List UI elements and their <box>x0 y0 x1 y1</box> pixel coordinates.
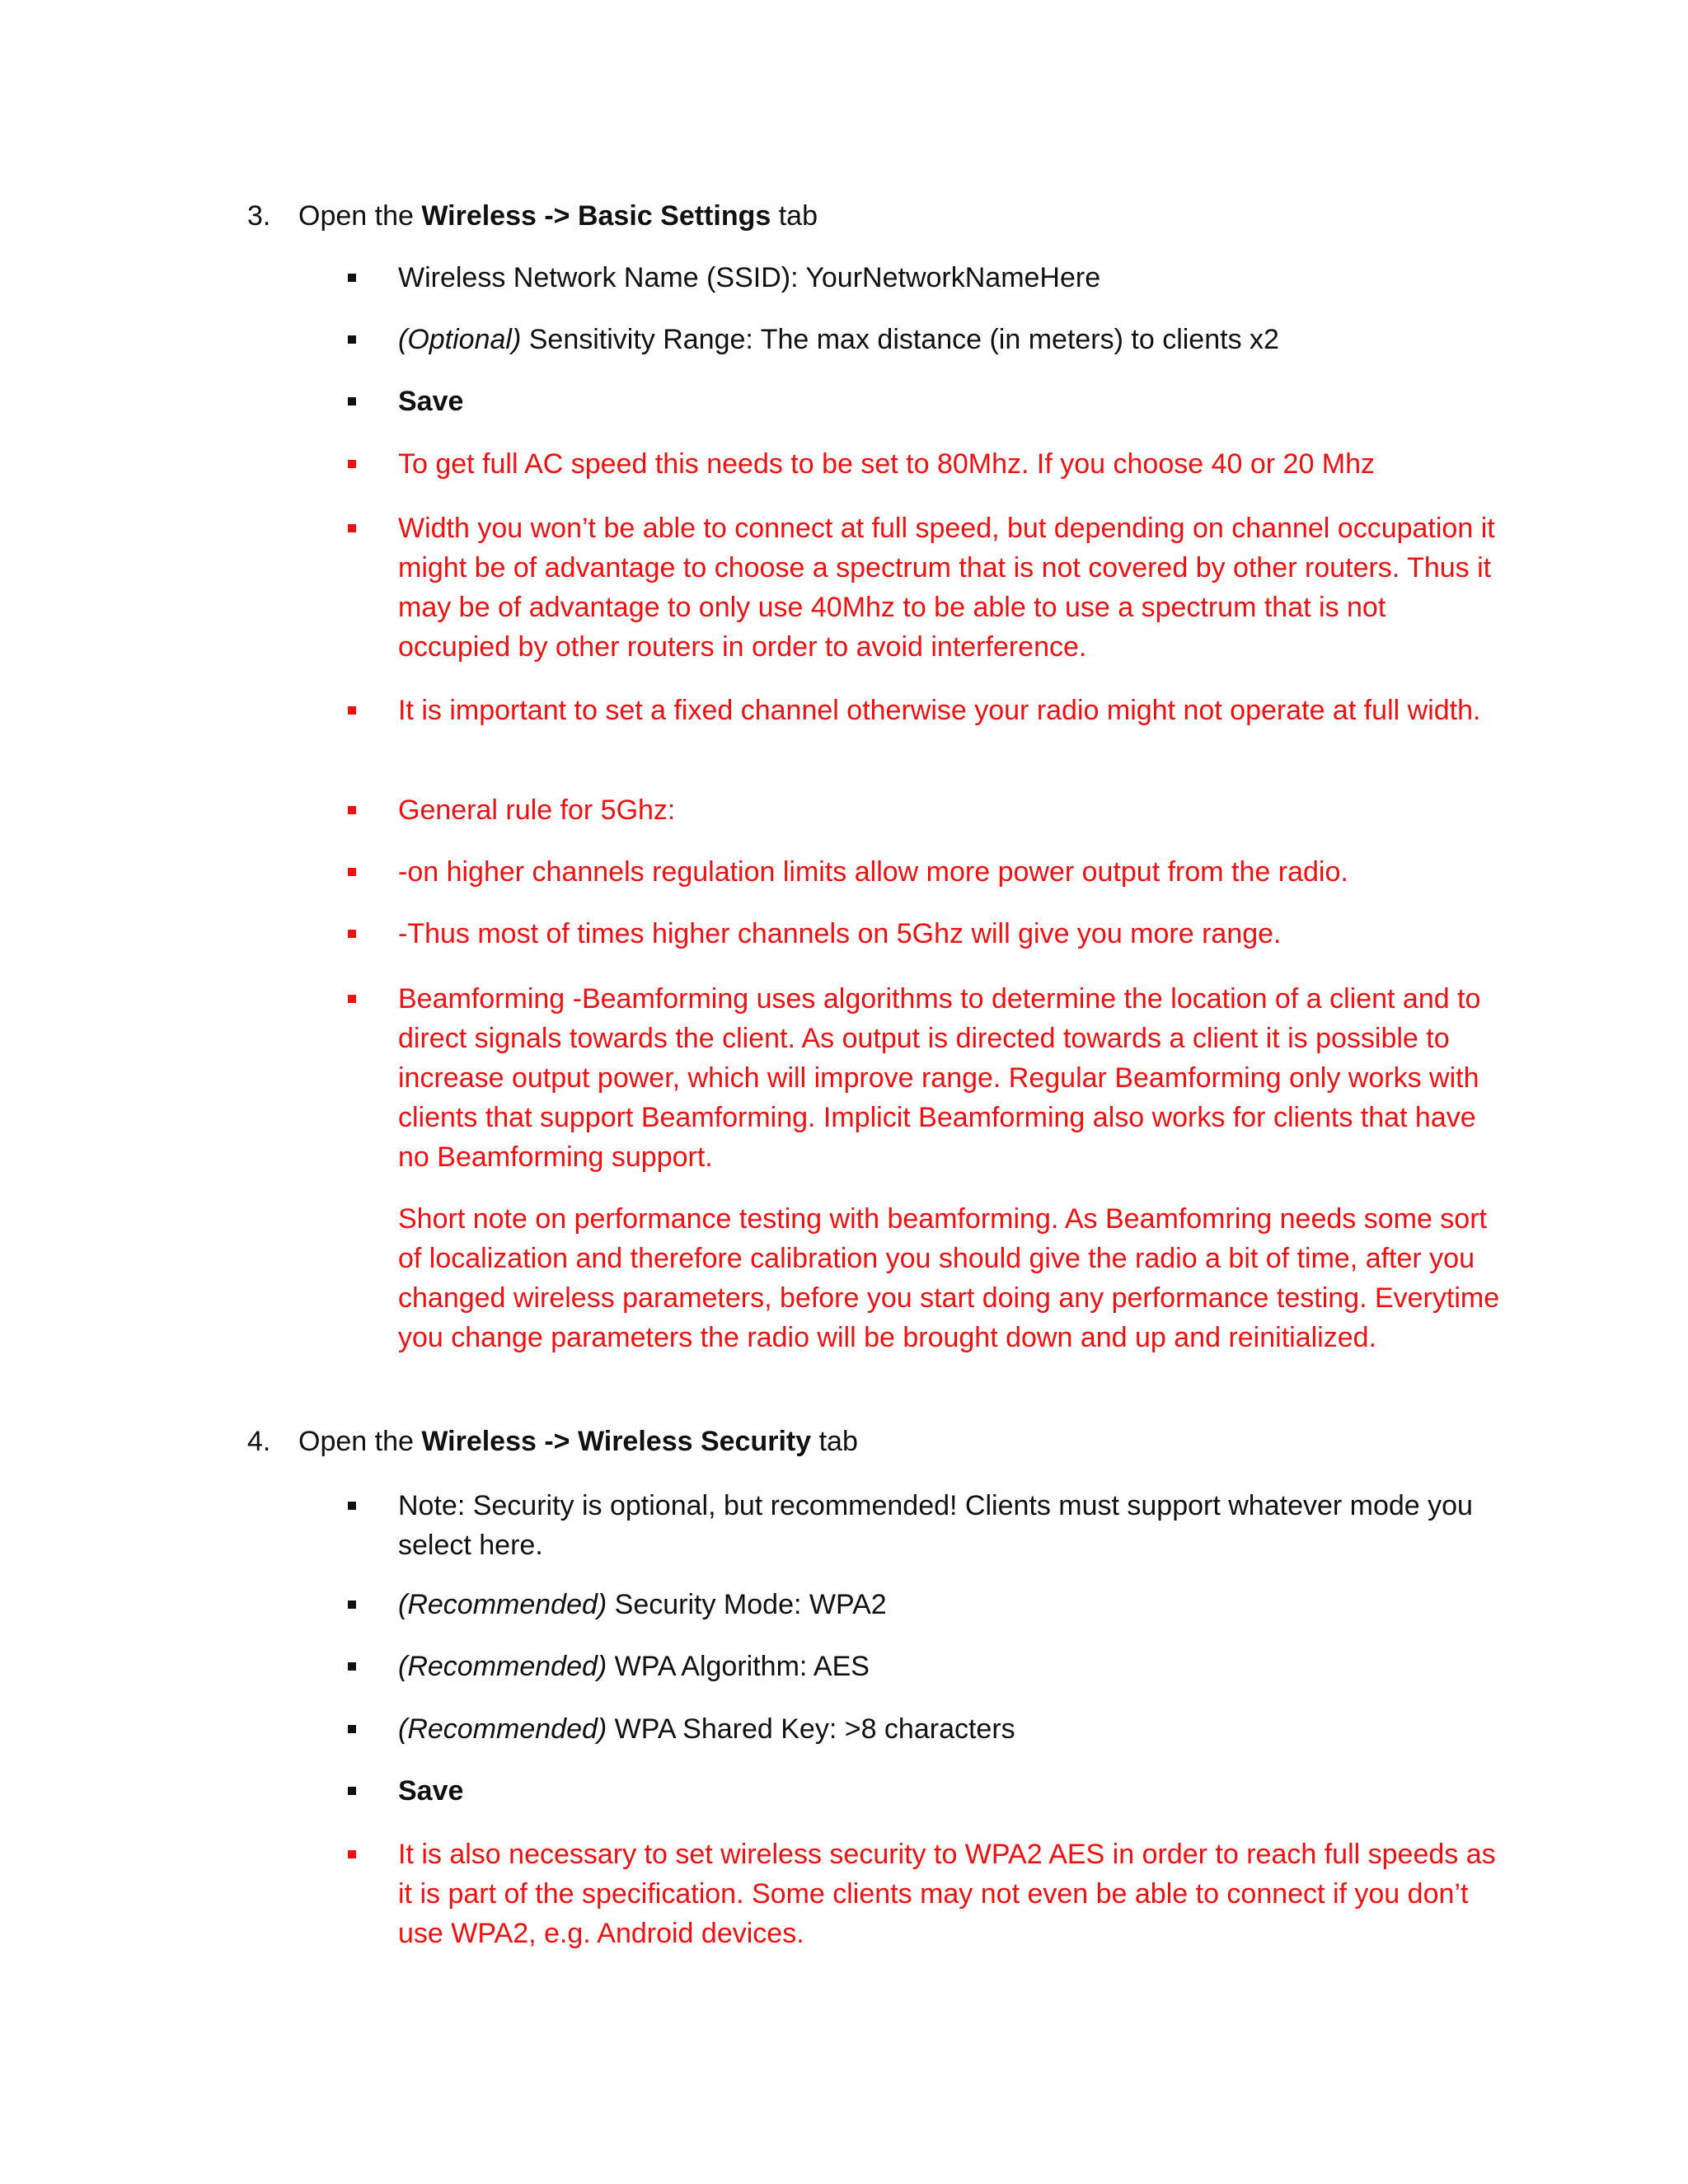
list-item-text: Wireless Network Name (SSID): YourNetworkNameHere <box>398 262 1101 293</box>
list-item <box>346 1771 1500 1811</box>
list-item-text: WPA Algorithm: AES <box>607 1651 870 1682</box>
step-number: 3. <box>247 200 271 232</box>
save-instruction: Save <box>398 1775 464 1807</box>
list-item-text: Beamforming -Beamforming uses algorithms to determine the location of a client and to direct signals towards the client. As output is directed towards a client it is possible to increase output power, which will improve range. Regular Beamforming only works with clients that support Beamforming. Implicit Beamforming also works for clients that have no Beamforming support. <box>398 983 1481 1173</box>
bullet-icon <box>348 930 356 938</box>
list-item-qualifier: (Recommended) <box>398 1651 607 1682</box>
list-item-text: Sensitivity Range: The max distance (in meters) to clients x2 <box>521 324 1279 355</box>
bullet-icon <box>348 706 356 715</box>
list-item-text: Width you won’t be able to connect at full speed, but depending on channel occupation it might be of advantage to choose a spectrum that is not covered by other routers. Thus it may be of advantage to only use 40Mhz to be able to use a spectrum that is not occupied by other routers in order to avoid interference. <box>398 513 1495 663</box>
list-item-qualifier: (Recommended) <box>398 1589 607 1620</box>
bullet-icon <box>348 335 356 344</box>
list-item-note <box>346 691 1500 730</box>
beamforming-note <box>346 1199 1500 1357</box>
list-item <box>346 1486 1500 1565</box>
list-item <box>346 382 1500 421</box>
list-item-text: It is also necessary to set wireless security to WPA2 AES in order to reach full speeds as it is part of the specification. Some clients may not even be able to connect if you don’t use WPA2, e.g. Android devices. <box>398 1839 1496 1949</box>
save-instruction: Save <box>398 386 464 417</box>
bullet-icon <box>348 274 356 282</box>
step-tab-path: Wireless -> Wireless Security <box>421 1426 812 1457</box>
bullet-icon <box>348 524 356 532</box>
step-prefix: Open the <box>298 1426 422 1457</box>
list-item-qualifier: (Optional) <box>398 324 522 355</box>
step-suffix: tab <box>771 200 818 232</box>
list-item-text: To get full AC speed this needs to be set to 80Mhz. If you choose 40 or 20 Mhz <box>398 448 1376 480</box>
bullet-icon <box>348 397 356 405</box>
step-4-heading <box>247 1422 858 1461</box>
bullet-icon <box>348 1725 356 1733</box>
list-item <box>346 1585 1500 1624</box>
list-item-note <box>346 914 1500 954</box>
step-number: 4. <box>247 1426 271 1457</box>
list-item <box>346 320 1500 359</box>
step-tab-path: Wireless -> Basic Settings <box>421 200 771 232</box>
bullet-icon <box>348 1601 356 1609</box>
list-item-note <box>346 790 1500 830</box>
step-3-heading <box>247 196 818 236</box>
list-item <box>346 1709 1500 1749</box>
list-item-note <box>346 444 1500 484</box>
list-item-text: Note: Security is optional, but recommended! Clients must support whatever mode you select here. <box>398 1490 1473 1561</box>
beamforming-note-text: Short note on performance testing with beamforming. As Beamfomring needs some sort of localization and therefore calibration you should give the radio a bit of time, after you changed wireless parameters, before you start doing any performance testing. Everytime you change parameters the radio will be brought down and up and reinitialized. <box>398 1203 1500 1353</box>
list-item-qualifier: (Recommended) <box>398 1713 607 1745</box>
list-item-note <box>346 852 1500 892</box>
bullet-icon <box>348 460 356 468</box>
list-item-text: -on higher channels regulation limits allow more power output from the radio. <box>398 856 1348 888</box>
list-item-note <box>346 979 1500 1177</box>
step-suffix: tab <box>811 1426 858 1457</box>
list-item-note <box>346 1835 1500 1953</box>
list-item-text: General rule for 5Ghz: <box>398 794 676 826</box>
bullet-icon <box>348 1662 356 1671</box>
bullet-icon <box>348 1787 356 1795</box>
bullet-icon <box>348 868 356 876</box>
list-item-text: Security Mode: WPA2 <box>607 1589 887 1620</box>
bullet-icon <box>348 995 356 1003</box>
bullet-icon <box>348 1850 356 1858</box>
bullet-icon <box>348 806 356 814</box>
list-item <box>346 258 1500 298</box>
list-item-text: -Thus most of times higher channels on 5Ghz will give you more range. <box>398 918 1282 949</box>
step-prefix: Open the <box>298 200 422 232</box>
bullet-icon <box>348 1502 356 1510</box>
list-item <box>346 1647 1500 1686</box>
list-item-text: WPA Shared Key: >8 characters <box>607 1713 1015 1745</box>
list-item-text: It is important to set a fixed channel otherwise your radio might not operate at full width. <box>398 695 1481 726</box>
list-item-note <box>346 509 1500 667</box>
